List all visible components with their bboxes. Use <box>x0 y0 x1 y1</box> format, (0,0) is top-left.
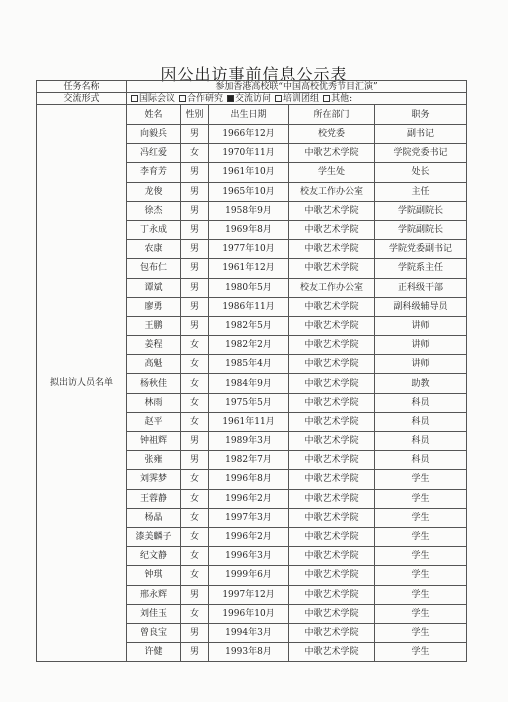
person-name: 王鹏 <box>127 316 181 335</box>
person-gender: 男 <box>181 163 209 182</box>
task-label: 任务名称 <box>37 81 127 93</box>
person-title: 科员 <box>375 412 467 431</box>
form-option-label: 合作研究 <box>187 93 224 104</box>
person-gender: 男 <box>181 259 209 278</box>
person-birth: 1975年5月 <box>209 393 289 412</box>
person-name: 杨秋佳 <box>127 374 181 393</box>
person-title: 科员 <box>375 451 467 470</box>
form-option[interactable] <box>227 94 271 104</box>
person-title: 学生 <box>375 604 467 623</box>
person-birth: 1989年3月 <box>209 432 289 451</box>
person-gender: 女 <box>181 566 209 585</box>
disclosure-table <box>36 80 467 662</box>
col-birth-header: 出生日期 <box>209 105 289 125</box>
person-title: 学生 <box>375 527 467 546</box>
person-name: 向毅兵 <box>127 125 181 144</box>
person-dept: 校友工作办公室 <box>289 278 375 297</box>
form-option[interactable] <box>323 94 352 104</box>
person-birth: 1965年10月 <box>209 182 289 201</box>
person-name: 丁永成 <box>127 220 181 239</box>
person-birth: 1997年3月 <box>209 508 289 527</box>
person-birth: 1980年5月 <box>209 278 289 297</box>
form-option-label: 培训团组 <box>283 93 320 104</box>
person-name: 纪文静 <box>127 547 181 566</box>
person-name: 钟琪 <box>127 566 181 585</box>
form-option[interactable] <box>131 94 175 104</box>
person-dept: 中歌艺术学院 <box>289 566 375 585</box>
person-dept: 校友工作办公室 <box>289 182 375 201</box>
task-value: 参加香港高校联“中国高校优秀节目汇演” <box>127 81 467 93</box>
person-title: 主任 <box>375 182 467 201</box>
person-birth: 1977年10月 <box>209 240 289 259</box>
person-title: 科员 <box>375 393 467 412</box>
form-option[interactable] <box>275 94 319 104</box>
person-name: 李育芳 <box>127 163 181 182</box>
person-birth: 1996年3月 <box>209 547 289 566</box>
person-gender: 女 <box>181 144 209 163</box>
person-dept: 中歌艺术学院 <box>289 220 375 239</box>
person-dept: 中歌艺术学院 <box>289 336 375 355</box>
person-birth: 1966年12月 <box>209 125 289 144</box>
person-dept: 中歌艺术学院 <box>289 527 375 546</box>
person-dept: 中歌艺术学院 <box>289 297 375 316</box>
person-title: 讲师 <box>375 355 467 374</box>
person-name: 林雨 <box>127 393 181 412</box>
list-label: 拟出访人员名单 <box>37 105 127 662</box>
person-birth: 1984年9月 <box>209 374 289 393</box>
task-row <box>37 81 467 93</box>
person-title: 讲师 <box>375 316 467 335</box>
person-gender: 女 <box>181 336 209 355</box>
person-name: 曾良宝 <box>127 623 181 642</box>
person-title: 副科级辅导员 <box>375 297 467 316</box>
person-gender: 男 <box>181 201 209 220</box>
person-birth: 1961年10月 <box>209 163 289 182</box>
person-dept: 中歌艺术学院 <box>289 374 375 393</box>
person-gender: 男 <box>181 432 209 451</box>
person-birth: 1969年8月 <box>209 220 289 239</box>
person-dept: 中歌艺术学院 <box>289 144 375 163</box>
person-dept: 中歌艺术学院 <box>289 355 375 374</box>
person-birth: 1994年3月 <box>209 623 289 642</box>
person-birth: 1996年2月 <box>209 527 289 546</box>
person-dept: 中歌艺术学院 <box>289 585 375 604</box>
person-title: 学院党委书记 <box>375 144 467 163</box>
person-dept: 中歌艺术学院 <box>289 201 375 220</box>
col-name-header: 姓名 <box>127 105 181 125</box>
person-name: 姜程 <box>127 336 181 355</box>
person-name: 高魁 <box>127 355 181 374</box>
person-title: 学院副院长 <box>375 220 467 239</box>
person-title: 正科级干部 <box>375 278 467 297</box>
person-name: 龙俊 <box>127 182 181 201</box>
person-gender: 女 <box>181 604 209 623</box>
person-dept: 中歌艺术学院 <box>289 508 375 527</box>
person-title: 学生 <box>375 643 467 662</box>
form-options <box>127 93 467 105</box>
person-title: 学院副院长 <box>375 201 467 220</box>
person-birth: 1985年4月 <box>209 355 289 374</box>
person-birth: 1982年2月 <box>209 336 289 355</box>
person-gender: 女 <box>181 547 209 566</box>
form-option-label: 国际会议 <box>139 93 176 104</box>
form-option-label: 交流访问 <box>235 93 272 104</box>
person-name: 刘霁梦 <box>127 470 181 489</box>
person-dept: 中歌艺术学院 <box>289 240 375 259</box>
header-row <box>37 105 467 125</box>
person-gender: 女 <box>181 355 209 374</box>
person-gender: 男 <box>181 316 209 335</box>
person-gender: 女 <box>181 489 209 508</box>
person-name: 钟祖辉 <box>127 432 181 451</box>
checkbox-icon[interactable] <box>131 95 138 102</box>
person-name: 农康 <box>127 240 181 259</box>
person-dept: 中歌艺术学院 <box>289 259 375 278</box>
person-name: 廖勇 <box>127 297 181 316</box>
person-birth: 1999年6月 <box>209 566 289 585</box>
person-birth: 1982年5月 <box>209 316 289 335</box>
person-title: 科员 <box>375 432 467 451</box>
person-dept: 中歌艺术学院 <box>289 470 375 489</box>
person-gender: 男 <box>181 585 209 604</box>
person-dept: 中歌艺术学院 <box>289 393 375 412</box>
col-title-header: 职务 <box>375 105 467 125</box>
person-title: 副书记 <box>375 125 467 144</box>
person-gender: 女 <box>181 508 209 527</box>
person-title: 学院党委副书记 <box>375 240 467 259</box>
form-label: 交流形式 <box>37 93 127 105</box>
person-birth: 1993年8月 <box>209 643 289 662</box>
person-name: 漆美麟子 <box>127 527 181 546</box>
person-birth: 1958年9月 <box>209 201 289 220</box>
form-option[interactable] <box>179 94 223 104</box>
person-dept: 中歌艺术学院 <box>289 547 375 566</box>
col-gender-header: 性别 <box>181 105 209 125</box>
person-title: 学院系主任 <box>375 259 467 278</box>
person-dept: 中歌艺术学院 <box>289 604 375 623</box>
person-title: 学生 <box>375 470 467 489</box>
person-gender: 男 <box>181 297 209 316</box>
person-gender: 女 <box>181 374 209 393</box>
person-name: 赵平 <box>127 412 181 431</box>
person-name: 邢永辉 <box>127 585 181 604</box>
person-gender: 男 <box>181 220 209 239</box>
person-gender: 男 <box>181 623 209 642</box>
person-title: 学生 <box>375 547 467 566</box>
person-name: 刘佳玉 <box>127 604 181 623</box>
person-gender: 男 <box>181 240 209 259</box>
person-title: 学生 <box>375 489 467 508</box>
person-gender: 男 <box>181 643 209 662</box>
person-dept: 中歌艺术学院 <box>289 489 375 508</box>
person-title: 助教 <box>375 374 467 393</box>
checkbox-icon[interactable] <box>323 95 330 102</box>
person-name: 徐杰 <box>127 201 181 220</box>
document-title: 因公出访事前信息公示表 <box>160 65 348 84</box>
checked-box-icon[interactable] <box>227 95 234 102</box>
person-birth: 1961年12月 <box>209 259 289 278</box>
person-name: 张雍 <box>127 451 181 470</box>
col-dept-header: 所在部门 <box>289 105 375 125</box>
person-birth: 1996年8月 <box>209 470 289 489</box>
person-name: 许健 <box>127 643 181 662</box>
person-dept: 中歌艺术学院 <box>289 451 375 470</box>
person-title: 学生 <box>375 508 467 527</box>
person-name: 包布仁 <box>127 259 181 278</box>
person-title: 学生 <box>375 623 467 642</box>
person-dept: 中歌艺术学院 <box>289 432 375 451</box>
person-title: 学生 <box>375 566 467 585</box>
checkbox-icon[interactable] <box>275 95 282 102</box>
person-dept: 中歌艺术学院 <box>289 623 375 642</box>
form-option-label: 其他: <box>331 93 353 104</box>
person-dept: 中歌艺术学院 <box>289 643 375 662</box>
person-birth: 1982年7月 <box>209 451 289 470</box>
person-name: 谭斌 <box>127 278 181 297</box>
person-dept: 中歌艺术学院 <box>289 316 375 335</box>
person-name: 王蓉静 <box>127 489 181 508</box>
person-dept: 中歌艺术学院 <box>289 412 375 431</box>
form-row <box>37 93 467 105</box>
person-dept: 学生处 <box>289 163 375 182</box>
person-title: 讲师 <box>375 336 467 355</box>
person-birth: 1997年12月 <box>209 585 289 604</box>
person-birth: 1996年2月 <box>209 489 289 508</box>
person-birth: 1996年10月 <box>209 604 289 623</box>
person-gender: 女 <box>181 527 209 546</box>
person-gender: 女 <box>181 470 209 489</box>
person-gender: 女 <box>181 412 209 431</box>
checkbox-icon[interactable] <box>179 95 186 102</box>
person-title: 学生 <box>375 585 467 604</box>
person-dept: 校党委 <box>289 125 375 144</box>
person-gender: 男 <box>181 182 209 201</box>
person-birth: 1970年11月 <box>209 144 289 163</box>
person-birth: 1986年11月 <box>209 297 289 316</box>
person-name: 冯红爱 <box>127 144 181 163</box>
person-title: 处长 <box>375 163 467 182</box>
person-gender: 女 <box>181 393 209 412</box>
person-birth: 1961年11月 <box>209 412 289 431</box>
person-gender: 男 <box>181 125 209 144</box>
person-gender: 男 <box>181 278 209 297</box>
person-gender: 男 <box>181 451 209 470</box>
person-name: 杨晶 <box>127 508 181 527</box>
